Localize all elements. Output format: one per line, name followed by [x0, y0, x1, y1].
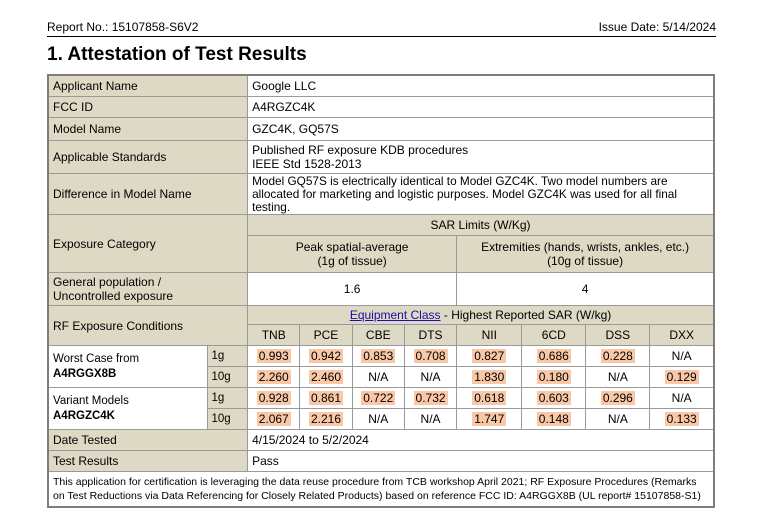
section-title: 1. Attestation of Test Results	[47, 44, 307, 65]
column-header: 6CD	[522, 325, 586, 346]
standards-line-2: IEEE Std 1528-2013	[252, 157, 362, 171]
mass-10g: 10g	[207, 367, 248, 388]
column-header: CBE	[352, 325, 404, 346]
sar-value: 0.827	[474, 349, 505, 363]
sar-value: 0.228	[602, 349, 633, 363]
sar-value: 0.133	[666, 412, 697, 426]
sar-value: N/A	[671, 391, 692, 405]
column-header: PCE	[300, 325, 352, 346]
difference-label: Difference in Model Name	[48, 174, 248, 215]
fcc-label: FCC ID	[48, 97, 248, 118]
general-ext-value: 4	[457, 273, 714, 306]
extremities-header	[457, 236, 714, 273]
sar-value: 2.067	[258, 412, 289, 426]
sar-value: N/A	[420, 412, 441, 426]
sar-value: 0.129	[666, 370, 697, 384]
sar-value: 0.618	[474, 391, 505, 405]
sar-value: 0.686	[538, 349, 569, 363]
mass-10g: 10g	[207, 409, 248, 430]
attestation-table	[47, 74, 715, 508]
model-label: Model Name	[48, 118, 248, 141]
fcc-value: A4RGZC4K	[248, 97, 714, 118]
worst-label-line-2: A4RGGX8B	[53, 367, 117, 380]
rf-header	[248, 306, 714, 325]
variant-label-line-1: Variant Models	[53, 394, 129, 407]
variant-row-1g	[48, 388, 714, 409]
difference-value: Model GQ57S is electrically identical to Model GZC4K. Two model numbers are allocated for marketing and logistic purposes. Model GZC4K was used for all final testing.	[248, 174, 714, 215]
column-header: NII	[457, 325, 522, 346]
report-header	[47, 20, 716, 37]
variant-label-line-2: A4RGZC4K	[53, 409, 115, 422]
model-row	[48, 118, 714, 141]
column-header: DXX	[650, 325, 714, 346]
data-reuse-note: This application for certification is leveraging the data reuse procedure from TCB workshop April 2021; RF Exposure Procedures (Remarks on Test Reductions via Data Referencing for Closely Related Products) based on reference FCC ID: A4RGGX8B (UL report# 15107858-S1)	[48, 472, 714, 508]
sar-value: 2.460	[310, 370, 341, 384]
date-value: 4/15/2024 to 5/2/2024	[248, 430, 714, 451]
sar-value: 0.180	[538, 370, 569, 384]
variant-label	[48, 388, 207, 430]
sar-value: N/A	[671, 349, 692, 363]
sar-value: 2.216	[310, 412, 341, 426]
result-value: Pass	[248, 451, 714, 472]
sar-value: 0.993	[258, 349, 289, 363]
column-header: DSS	[586, 325, 650, 346]
sar-value: 1.747	[474, 412, 505, 426]
note-row	[48, 472, 714, 508]
report-number: Report No.: 15107858-S6V2	[47, 20, 199, 34]
mass-1g: 1g	[207, 388, 248, 409]
standards-label: Applicable Standards	[48, 141, 248, 174]
sar-value: 0.148	[538, 412, 569, 426]
sar-value: N/A	[607, 370, 628, 384]
sar-value: 0.732	[415, 391, 446, 405]
rf-header-text: - Highest Reported SAR (W/kg)	[440, 308, 612, 322]
issue-date: Issue Date: 5/14/2024	[598, 20, 716, 34]
standards-value	[248, 141, 714, 174]
exposure-label: Exposure Category	[48, 215, 248, 273]
general-peak-value: 1.6	[248, 273, 457, 306]
sar-limits-header: SAR Limits (W/Kg)	[248, 215, 714, 236]
date-label: Date Tested	[48, 430, 248, 451]
column-header: DTS	[404, 325, 456, 346]
sar-value: 0.861	[310, 391, 341, 405]
ext-line-1: Extremities (hands, wrists, ankles, etc.)	[481, 240, 690, 254]
sar-value: 0.928	[258, 391, 289, 405]
ext-line-2: (10g of tissue)	[547, 254, 624, 268]
general-label	[48, 273, 248, 306]
standards-line-1: Published RF exposure KDB procedures	[252, 143, 469, 157]
general-row	[48, 273, 714, 306]
column-header: TNB	[248, 325, 300, 346]
difference-row	[48, 174, 714, 215]
result-label: Test Results	[48, 451, 248, 472]
model-value: GZC4K, GQ57S	[248, 118, 714, 141]
date-row	[48, 430, 714, 451]
sar-value: 0.942	[310, 349, 341, 363]
sar-value: 0.708	[415, 349, 446, 363]
sar-value: 1.830	[474, 370, 505, 384]
peak-spatial-header	[248, 236, 457, 273]
peak-line-2: (1g of tissue)	[317, 254, 387, 268]
fcc-row	[48, 97, 714, 118]
sar-value: 0.853	[363, 349, 394, 363]
sar-value: 0.603	[538, 391, 569, 405]
worst-label	[48, 346, 207, 388]
general-label-line-2: Uncontrolled exposure	[53, 289, 174, 303]
equipment-class-link[interactable]: Equipment Class	[349, 308, 441, 322]
result-row	[48, 451, 714, 472]
sar-value: N/A	[368, 370, 389, 384]
applicant-value: Google LLC	[248, 75, 714, 97]
applicant-row	[48, 75, 714, 97]
mass-1g: 1g	[207, 346, 248, 367]
exposure-row-1	[48, 215, 714, 236]
rf-row-1	[48, 306, 714, 325]
sar-value: 0.296	[602, 391, 633, 405]
rf-label: RF Exposure Conditions	[48, 306, 248, 346]
applicant-label: Applicant Name	[48, 75, 248, 97]
general-label-line-1: General population /	[53, 275, 162, 289]
standards-row	[48, 141, 714, 174]
worst-row-1g	[48, 346, 714, 367]
sar-value: N/A	[420, 370, 441, 384]
worst-label-line-1: Worst Case from	[53, 352, 140, 365]
sar-value: 0.722	[363, 391, 394, 405]
sar-value: N/A	[607, 412, 628, 426]
peak-line-1: Peak spatial-average	[295, 240, 409, 254]
sar-value: 2.260	[258, 370, 289, 384]
sar-value: N/A	[368, 412, 389, 426]
